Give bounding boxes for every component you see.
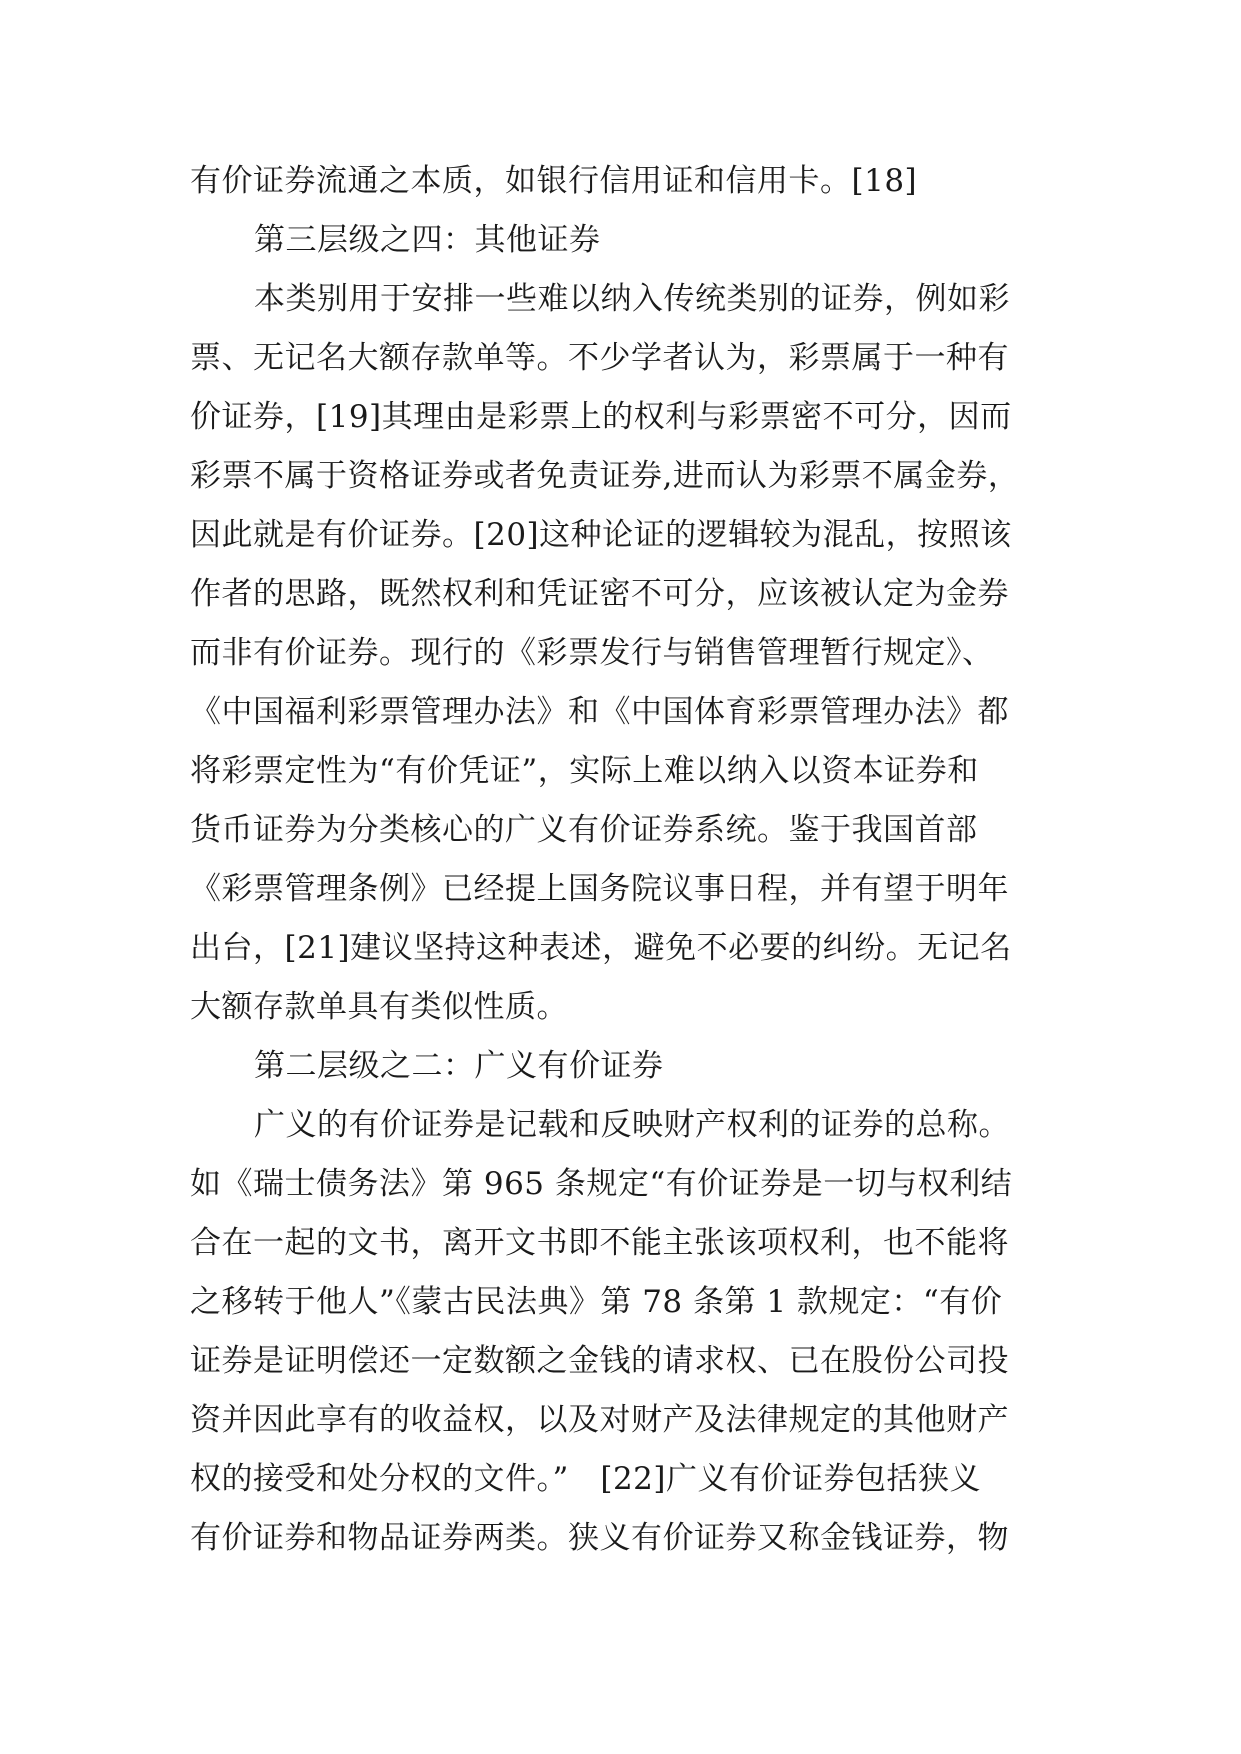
- text-line: 有价证券流通之本质，如银行信用证和信用卡。[18]: [190, 163, 918, 199]
- text-line: 因此就是有价证券。[20]这种论证的逻辑较为混乱，按照该: [190, 517, 1012, 553]
- text-line: 大额存款单具有类似性质。: [190, 989, 568, 1025]
- text-line: 如《瑞士债务法》第 965 条规定“有价证券是一切与权利结: [190, 1166, 1013, 1202]
- text-line: 将彩票定性为“有价凭证”，实际上难以纳入以资本证券和: [190, 753, 979, 789]
- text-line: 而非有价证券。现行的《彩票发行与销售管理暂行规定》、: [190, 635, 994, 671]
- text-line: 货币证券为分类核心的广义有价证券系统。鉴于我国首部: [190, 812, 978, 848]
- section-heading: 第二层级之二：广义有价证券: [254, 1048, 664, 1084]
- text-line: 本类别用于安排一些难以纳入传统类别的证券，例如彩: [254, 281, 1010, 317]
- text-line: 证券是证明偿还一定数额之金钱的请求权、已在股份公司投: [190, 1343, 1009, 1379]
- text-line: 彩票不属于资格证券或者免责证券,进而认为彩票不属金券，: [190, 458, 1020, 494]
- body-text: [190, 152, 1070, 1568]
- text-line: 权的接受和处分权的文件。” [22]广义有价证券包括狭义: [190, 1461, 981, 1497]
- section-heading: 第三层级之四：其他证券: [254, 222, 601, 258]
- text-line: 《中国福利彩票管理办法》和《中国体育彩票管理办法》都: [190, 694, 1009, 730]
- text-line: 之移转于他人”《蒙古民法典》第 78 条第 1 款规定：“有价: [190, 1284, 1003, 1320]
- text-line: 价证券，[19]其理由是彩票上的权利与彩票密不可分，因而: [190, 399, 1012, 435]
- text-line: 合在一起的文书，离开文书即不能主张该项权利，也不能将: [190, 1225, 1009, 1261]
- text-line: 票、无记名大额存款单等。不少学者认为，彩票属于一种有: [190, 340, 1009, 376]
- text-line: 资并因此享有的收益权，以及对财产及法律规定的其他财产: [190, 1402, 1009, 1438]
- text-line: 出台，[21]建议坚持这种表述，避免不必要的纠纷。无记名: [190, 930, 1012, 966]
- text-line: 作者的思路，既然权利和凭证密不可分，应该被认定为金券: [190, 576, 1009, 612]
- text-line: 有价证券和物品证券两类。狭义有价证券又称金钱证券，物: [190, 1520, 1009, 1556]
- text-line: 广义的有价证券是记载和反映财产权利的证券的总称。: [254, 1107, 1010, 1143]
- text-line: 《彩票管理条例》已经提上国务院议事日程，并有望于明年: [190, 871, 1009, 907]
